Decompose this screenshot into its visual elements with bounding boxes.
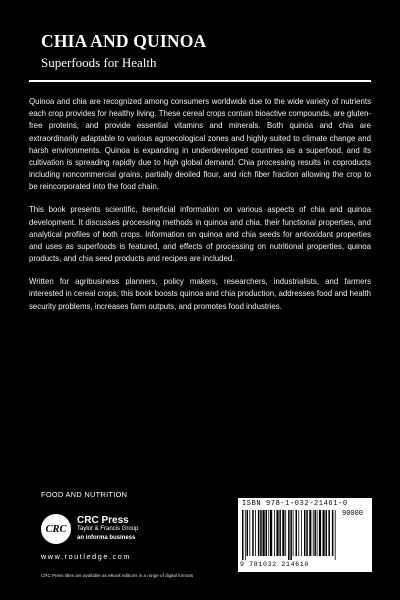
- publisher-logo: [41, 514, 138, 544]
- publisher-website: www.routledge.com: [41, 552, 131, 561]
- barcode-digits: 9 781032 214610: [240, 561, 310, 568]
- publisher-name: CRC Press: [77, 514, 129, 526]
- barcode-bars: [242, 510, 338, 560]
- publisher-group: Taylor & Francis Group: [77, 525, 139, 532]
- publisher-parent: an informa business: [77, 534, 136, 541]
- price-code: 90000: [342, 510, 364, 518]
- blurb-paragraph: Written for agribusiness planners, policy makers, researchers, industrialists, and farmers interested in cereal crops, this book boosts quinoa and chia production, addresses food and health security problems, increases farm outputs, and promotes food industries.: [29, 277, 371, 311]
- ebook-note: CRC Press titles are available as eBook editions in a range of digital formats: [41, 573, 194, 578]
- title-block: [41, 30, 371, 71]
- isbn-number: ISBN 978-1-032-21461-0: [242, 500, 348, 508]
- blurb: [29, 96, 371, 324]
- series-label: FOOD AND NUTRITION: [41, 490, 128, 499]
- book-subtitle: Superfoods for Health: [41, 55, 157, 70]
- isbn-barcode: [238, 498, 372, 572]
- book-title: CHIA AND QUINOA: [41, 31, 207, 51]
- title-divider: [29, 80, 371, 82]
- blurb-paragraph: Quinoa and chia are recognized among consumers worldwide due to the wide variety of nutrients each crop provides for healthy living. These cereal crops contain bioactive compounds, are gluten-free proteins, and provide essential vitamins and minerals. Both quinoa and chia are extraordinarily adaptable to various agroecological zones and highly suited to climate change and harsh environments. Quinoa is expanding in underdeveloped countries as a superfood, and its cultivation is spreading rapidly due to high global demand. Chia processing results in coproducts including noncommercial grains, partially deoiled flour, and rich fiber fraction allowing the crop to be reincorporated into the food chain.: [29, 97, 371, 192]
- blurb-paragraph: This book presents scientific, beneficial information on various aspects of chia and quinoa development. It discusses processing methods in quinoa and chia, their functional properties, and analytical profiles of both crops. Information on quinoa and chia seeds for antioxidant properties and uses as superfoods is featured, and effects of processing on nutritional properties, quinoa products, and chia seed products and recipes are included.: [29, 205, 371, 264]
- crc-logo-icon: CRC: [41, 514, 71, 544]
